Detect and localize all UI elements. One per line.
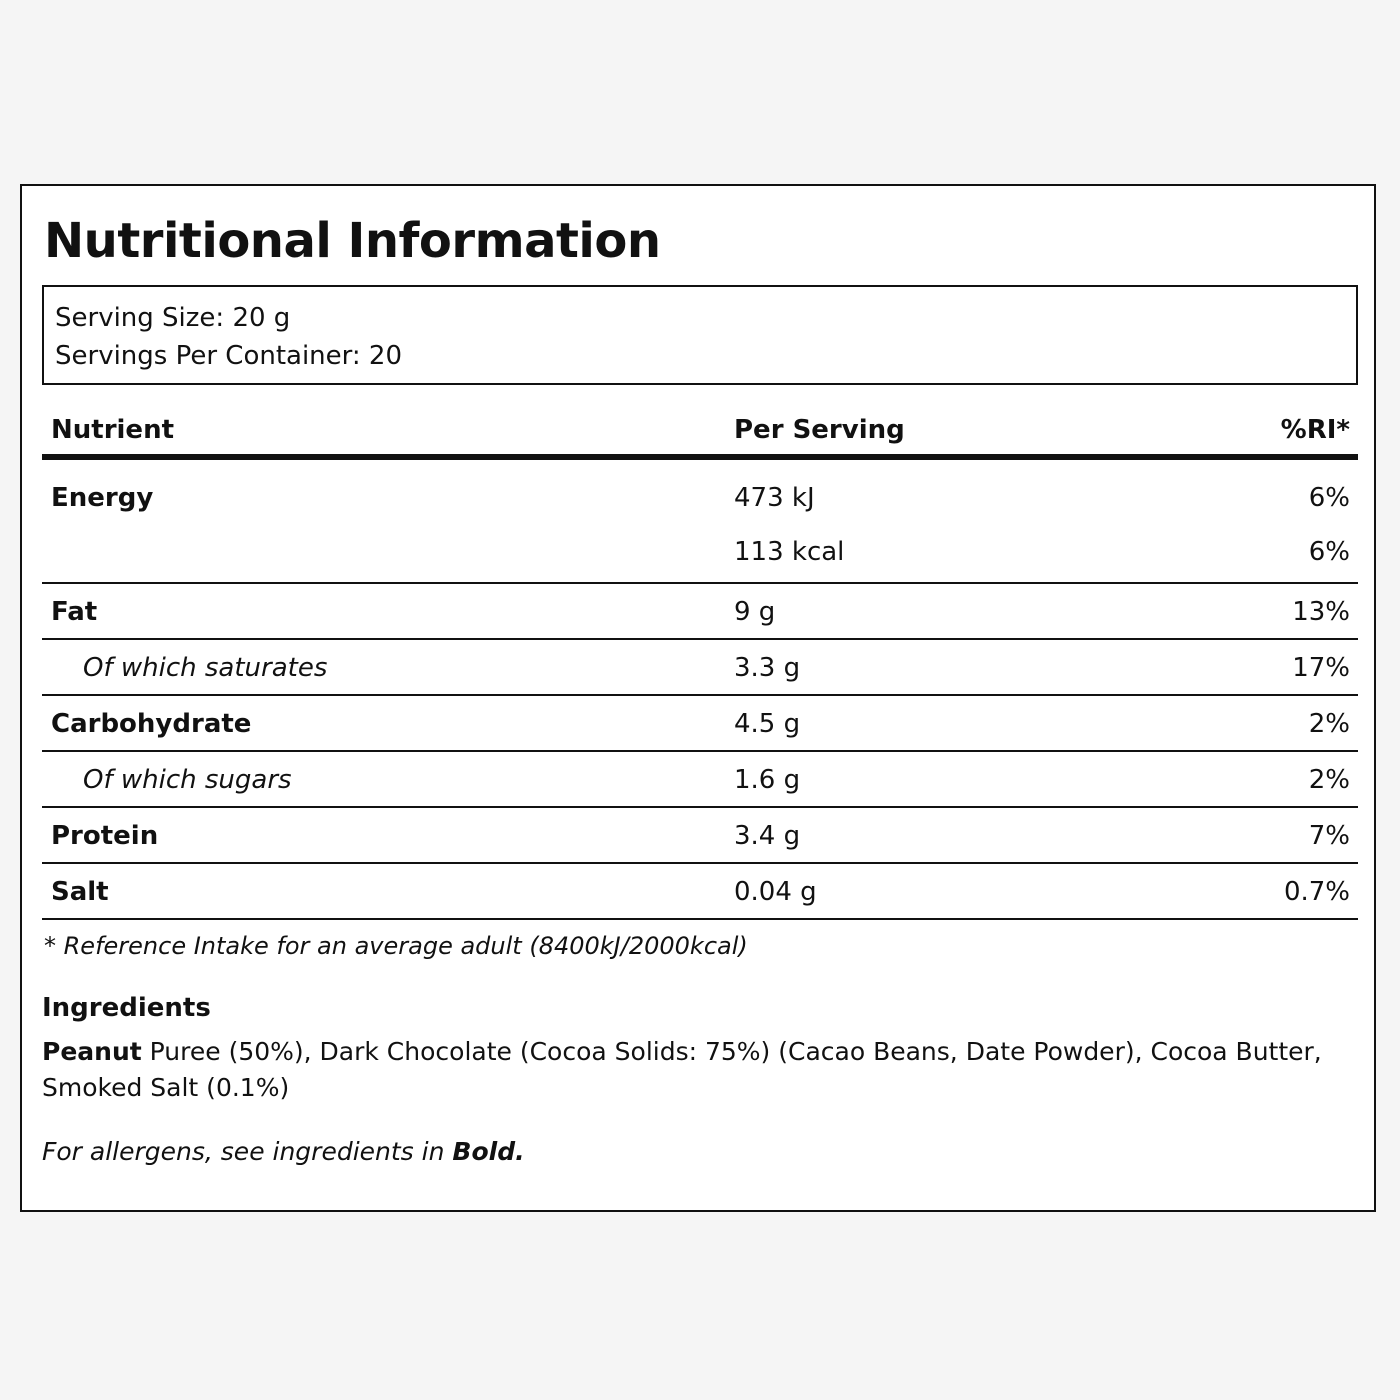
energy-kj-value: 473 kJ	[734, 483, 815, 513]
servings-per-container: Servings Per Container: 20	[55, 341, 403, 371]
nutrient-name: Fat	[51, 597, 98, 627]
nutrient-value: 9 g	[734, 597, 776, 627]
table-row-saturates	[42, 640, 1358, 696]
serving-size: Serving Size: 20 g	[55, 303, 291, 333]
table-row-carbohydrate	[42, 696, 1358, 752]
header-ri: %RI*	[1280, 415, 1350, 445]
header-nutrient: Nutrient	[51, 415, 175, 445]
allergen-note	[42, 1134, 525, 1170]
table-row-energy	[42, 460, 1358, 584]
allergen-note-prefix: For allergens, see ingredients in	[42, 1137, 453, 1166]
page-title: Nutritional Information	[44, 213, 661, 269]
table-row-protein	[42, 808, 1358, 864]
ingredients-rest: Puree (50%), Dark Chocolate (Cocoa Solids: 75%) (Cacao Beans, Date Powder), Cocoa Butter, Smoked Salt (0.1%)	[42, 1037, 1322, 1102]
table-header	[42, 404, 1358, 460]
nutrition-table	[42, 404, 1358, 920]
ingredients-heading: Ingredients	[42, 993, 211, 1023]
nutrient-name: Protein	[51, 821, 159, 851]
nutrient-ri: 17%	[1292, 653, 1350, 683]
nutrient-name: Of which saturates	[83, 653, 328, 683]
table-row-salt	[42, 864, 1358, 920]
nutrient-value: 0.04 g	[734, 877, 817, 907]
serving-info-box	[42, 285, 1358, 385]
allergen-ingredient: Peanut	[42, 1037, 142, 1066]
nutrient-ri: 2%	[1308, 765, 1350, 795]
ingredients-text	[42, 1034, 1358, 1106]
nutrient-name: Carbohydrate	[51, 709, 252, 739]
nutrition-panel	[20, 184, 1376, 1212]
table-row-fat	[42, 584, 1358, 640]
nutrient-ri: 0.7%	[1283, 877, 1350, 907]
nutrient-value: 4.5 g	[734, 709, 801, 739]
nutrient-value: 1.6 g	[734, 765, 801, 795]
nutrient-name: Of which sugars	[83, 765, 292, 795]
nutrient-name: Salt	[51, 877, 109, 907]
energy-kcal-value: 113 kcal	[734, 537, 845, 567]
ri-footnote: * Reference Intake for an average adult (8400kJ/2000kcal)	[44, 932, 748, 960]
energy-kj-ri: 6%	[1308, 483, 1350, 513]
nutrient-value: 3.3 g	[734, 653, 801, 683]
energy-kcal-ri: 6%	[1308, 537, 1350, 567]
nutrient-ri: 7%	[1308, 821, 1350, 851]
nutrient-value: 3.4 g	[734, 821, 801, 851]
table-row-sugars	[42, 752, 1358, 808]
allergen-note-bold: Bold.	[452, 1137, 525, 1166]
header-per-serving: Per Serving	[734, 415, 905, 445]
nutrient-name: Energy	[51, 483, 154, 513]
nutrient-ri: 2%	[1308, 709, 1350, 739]
nutrient-ri: 13%	[1292, 597, 1350, 627]
